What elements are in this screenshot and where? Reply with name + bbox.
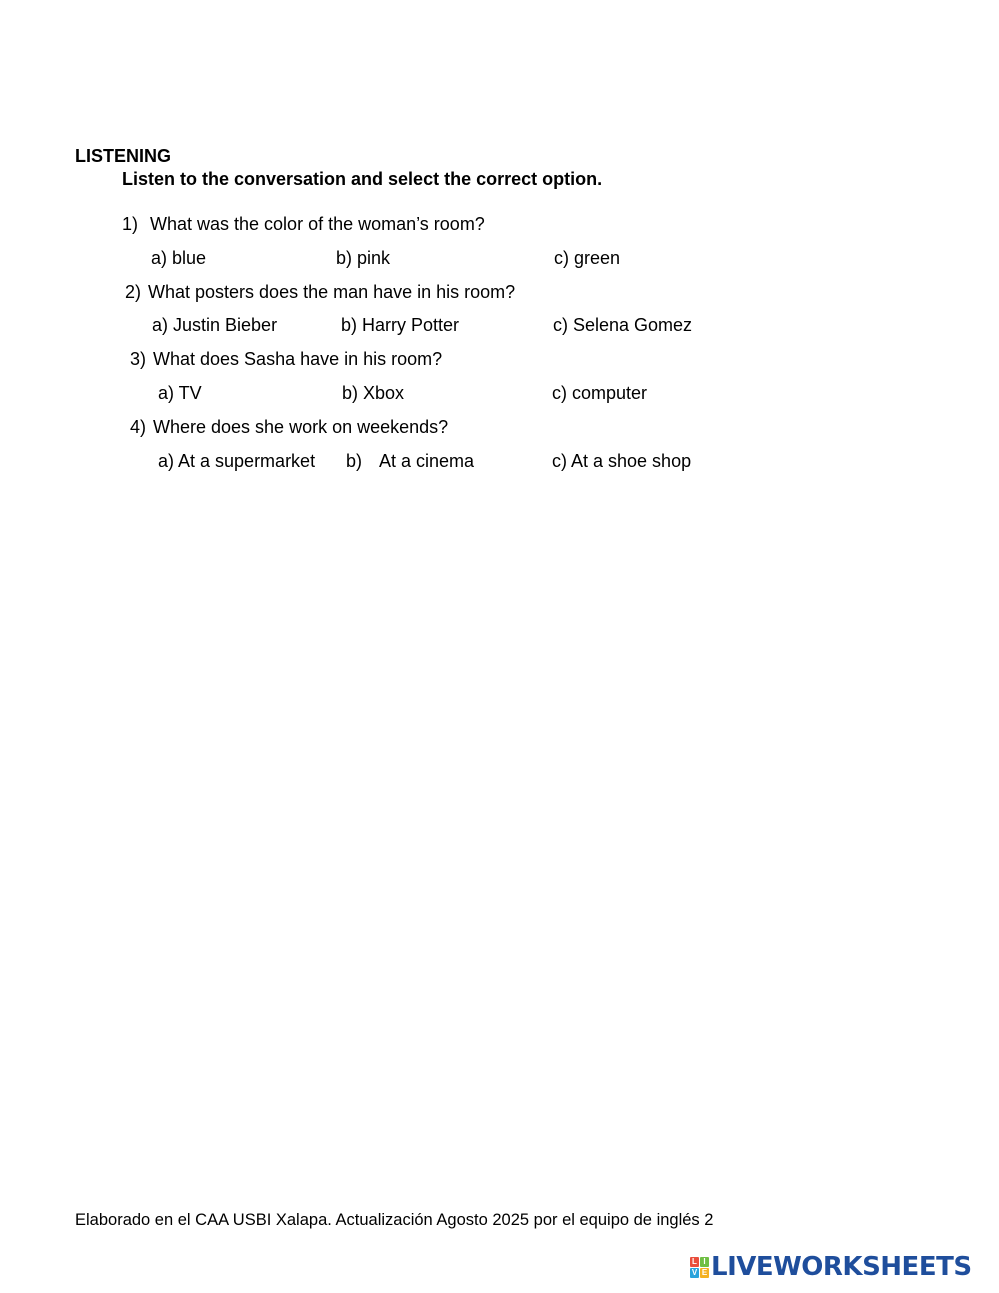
question-1-option-c[interactable]: c) green: [554, 248, 621, 268]
question-2-option-c[interactable]: c) Selena Gomez: [553, 315, 693, 335]
question-4-option-c[interactable]: c) At a shoe shop: [552, 451, 692, 471]
section-title: LISTENING: [75, 146, 172, 166]
question-4-option-a[interactable]: a) At a supermarket: [158, 451, 316, 471]
brand-name: LIVEWORKSHEETS: [711, 1252, 972, 1282]
question-1-text: What was the color of the woman’s room?: [150, 214, 485, 234]
question-2-number: 2): [125, 282, 142, 302]
question-1-option-a[interactable]: a) blue: [151, 248, 207, 268]
logo-tile-i: I: [700, 1257, 709, 1267]
question-3-number: 3): [130, 349, 147, 369]
question-3-option-c[interactable]: c) computer: [552, 383, 648, 403]
question-2-option-b[interactable]: b) Harry Potter: [341, 315, 460, 335]
question-3-text: What does Sasha have in his room?: [153, 349, 443, 369]
liveworksheets-logo[interactable]: [690, 1252, 972, 1282]
logo-tiles-icon: [690, 1257, 709, 1278]
logo-tile-v: V: [691, 1267, 698, 1277]
logo-tile-e: E: [701, 1267, 708, 1277]
question-2-text: What posters does the man have in his room?: [148, 282, 516, 302]
question-1-option-b[interactable]: b) pink: [336, 248, 391, 268]
instruction-text: Listen to the conversation and select the correct option.: [122, 169, 603, 189]
question-1-number: 1): [122, 214, 139, 234]
footer-credit: Elaborado en el CAA USBI Xalapa. Actualización Agosto 2025 por el equipo de inglés 2: [75, 1211, 714, 1229]
logo-tile-l: L: [690, 1257, 699, 1267]
question-3-option-b[interactable]: b) Xbox: [342, 383, 405, 403]
question-4-text: Where does she work on weekends?: [153, 417, 449, 437]
question-3-option-a[interactable]: a) TV: [158, 383, 202, 403]
question-4-number: 4): [130, 417, 147, 437]
question-2-option-a[interactable]: a) Justin Bieber: [152, 315, 278, 335]
question-4-option-b-label[interactable]: b): [346, 451, 363, 471]
question-4-option-b[interactable]: At a cinema: [379, 451, 475, 471]
